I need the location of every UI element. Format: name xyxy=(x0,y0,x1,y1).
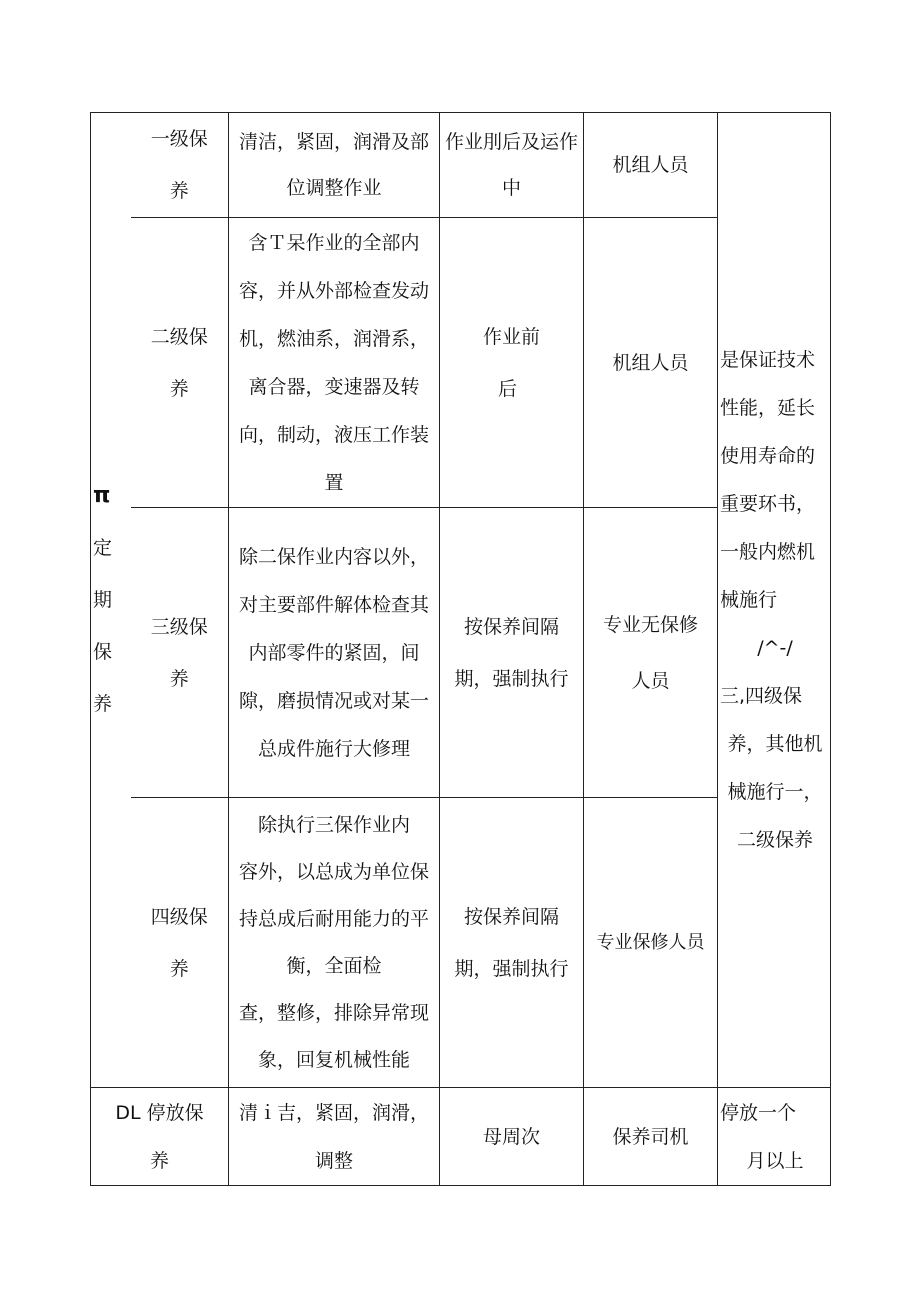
content-line: 离合器，变速器及转 xyxy=(248,375,420,398)
category-line: 期保 xyxy=(93,589,113,663)
note-line: 月以上 xyxy=(746,1149,804,1172)
level-line: 一级保 xyxy=(150,128,208,150)
level-line: 养 xyxy=(169,957,189,980)
content-line: 容，并从外部检查发动 xyxy=(238,279,429,302)
content-line: 查，整修，排除异常现 xyxy=(238,1001,429,1024)
level-line: 三级保 xyxy=(150,615,208,638)
timing-cell xyxy=(440,113,584,218)
content-cell xyxy=(229,1088,440,1186)
category-cell xyxy=(91,113,131,1088)
level-line: 养 xyxy=(149,1149,169,1172)
content-line: 清ｉ吉，紧固，润滑， xyxy=(238,1101,429,1124)
note-line: 是保证技术 xyxy=(720,349,816,371)
personnel-cell: 机组人员 xyxy=(584,113,718,218)
timing-line: 按保养间隔 xyxy=(463,615,559,638)
level-cell xyxy=(91,1088,229,1186)
note-line: 养，其他机 xyxy=(727,733,823,755)
timing-line: 作业前 xyxy=(482,325,540,348)
content-cell xyxy=(229,508,440,798)
timing-line: 按保养间隔 xyxy=(463,905,559,928)
content-cell xyxy=(229,798,440,1088)
content-line: 持总成后耐用能力的平 xyxy=(238,907,429,930)
table-row xyxy=(91,113,831,218)
timing-line: 期，强制执行 xyxy=(454,667,569,690)
content-line: 内部零件的紧固，间 xyxy=(248,641,420,664)
timing-line: 中 xyxy=(501,177,521,199)
level-cell xyxy=(131,508,229,798)
category-symbol: π xyxy=(93,483,111,508)
content-line: 总成件施行大修理 xyxy=(257,737,410,760)
content-line: 除执行三保作业内 xyxy=(257,813,410,836)
note-cell xyxy=(718,113,831,1088)
content-cell xyxy=(229,113,440,218)
personnel-cell xyxy=(584,508,718,798)
timing-line: 后 xyxy=(498,377,518,400)
maintenance-table xyxy=(90,112,831,1186)
table-row xyxy=(91,1088,831,1186)
content-line: 调整 xyxy=(314,1149,353,1172)
timing-line: 作业刖后及运作 xyxy=(444,131,578,153)
content-line: 衡，全面检 xyxy=(286,954,382,977)
personnel-cell: 机组人员 xyxy=(584,218,718,508)
note-line: 重要环书， xyxy=(720,493,816,515)
note-line: 械施行 xyxy=(720,589,778,611)
content-line: 容外，以总成为单位保 xyxy=(238,860,429,883)
level-line: 养 xyxy=(169,180,189,202)
content-cell xyxy=(229,218,440,508)
personnel-cell: 专业保修人员 xyxy=(584,798,718,1088)
note-line: 使用寿命的 xyxy=(720,445,816,467)
note-line: /^-/ xyxy=(757,637,793,659)
level-cell xyxy=(131,798,229,1088)
level-line: 养 xyxy=(169,377,189,400)
personnel-line: 专业无保修 xyxy=(602,613,698,636)
category-line: 定 xyxy=(93,537,113,559)
level-cell xyxy=(131,113,229,218)
note-line: 一般内燃机 xyxy=(720,541,816,563)
note-line: 三,四级保 xyxy=(720,685,803,707)
note-cell xyxy=(718,1088,831,1186)
category-line: 养 xyxy=(93,693,113,715)
timing-cell xyxy=(440,508,584,798)
personnel-line: 人员 xyxy=(631,669,670,692)
personnel-cell: 保养司机 xyxy=(584,1088,718,1186)
content-line: 对主要部件解体检查其 xyxy=(238,593,429,616)
content-line: 置 xyxy=(324,471,344,494)
timing-cell xyxy=(440,218,584,508)
note-line: 性能，延长 xyxy=(720,397,816,419)
content-line: 隙，磨损情况或对某一 xyxy=(238,689,429,712)
content-line: 向，制动，液压工作装 xyxy=(238,423,429,446)
content-line: 含Ｔ呆作业的全部内 xyxy=(248,231,420,254)
content-line: 位调整作业 xyxy=(286,177,382,199)
level-line: 二级保 xyxy=(150,325,208,348)
level-line: 四级保 xyxy=(150,905,208,928)
level-line: 养 xyxy=(169,667,189,690)
content-line: 机，燃油系，润滑系， xyxy=(238,327,429,350)
timing-cell: 母周次 xyxy=(440,1088,584,1186)
note-line: 械施行一， xyxy=(727,781,823,803)
content-line: 除二保作业内容以外， xyxy=(238,545,429,568)
level-cell xyxy=(131,218,229,508)
level-line: DL 停放保 xyxy=(115,1101,204,1124)
note-line: 停放一个 xyxy=(720,1101,797,1124)
content-line: 清洁，紧固，润滑及部 xyxy=(238,131,429,153)
timing-cell xyxy=(440,798,584,1088)
note-line: 二级保养 xyxy=(736,829,813,851)
content-line: 象，回复机械性能 xyxy=(257,1048,410,1071)
timing-line: 期，强制执行 xyxy=(454,957,569,980)
